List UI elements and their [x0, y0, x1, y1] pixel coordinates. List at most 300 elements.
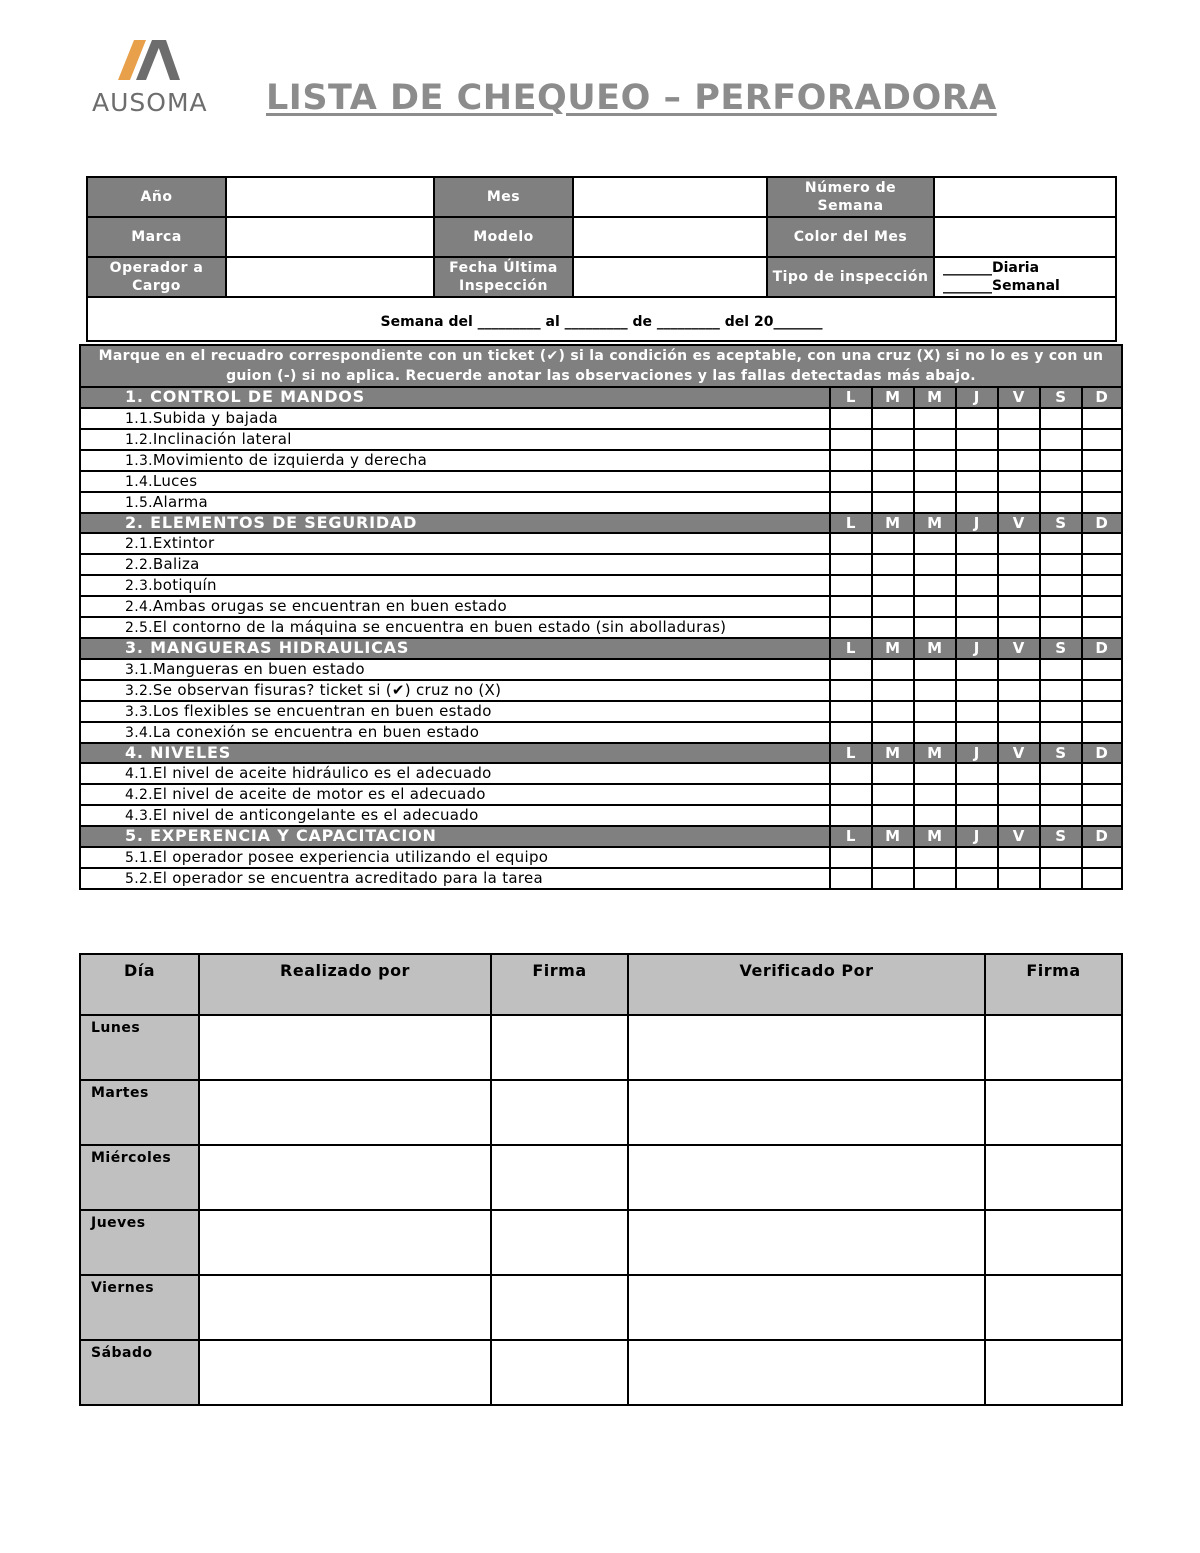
check-box[interactable] — [830, 554, 872, 575]
check-box[interactable] — [1040, 617, 1082, 638]
check-box[interactable] — [872, 533, 914, 554]
check-box[interactable] — [830, 805, 872, 826]
check-box[interactable] — [914, 805, 956, 826]
check-box[interactable] — [872, 784, 914, 805]
check-box[interactable] — [830, 596, 872, 617]
checklist-item — [80, 596, 830, 617]
item-number: 1.4. — [125, 473, 153, 490]
verificado-field[interactable] — [628, 1015, 985, 1080]
checklist-row — [80, 868, 1122, 889]
check-box[interactable] — [956, 554, 998, 575]
item-number: 1.1. — [125, 410, 153, 427]
check-box[interactable] — [1040, 701, 1082, 722]
option-diaria: _______Diaria — [943, 260, 1040, 276]
day-header: V — [998, 513, 1040, 534]
checklist-item — [80, 659, 830, 680]
sig-header-verificado: Verificado Por — [628, 954, 985, 1015]
section-title: 3. MANGUERAS HIDRAULICAS — [80, 638, 830, 659]
checklist-item — [80, 847, 830, 868]
check-box[interactable] — [956, 659, 998, 680]
day-header: M — [914, 743, 956, 764]
item-number: 2.1. — [125, 536, 153, 552]
item-text: Subida y bajada — [152, 408, 279, 427]
day-header: D — [1082, 387, 1122, 408]
check-box[interactable] — [1040, 659, 1082, 680]
checklist-item — [80, 763, 830, 784]
check-box[interactable] — [830, 784, 872, 805]
sig-header-firma: Firma — [491, 954, 628, 1015]
check-box[interactable] — [998, 617, 1040, 638]
signature-row — [80, 1145, 1122, 1210]
check-box[interactable] — [872, 847, 914, 868]
check-box[interactable] — [956, 847, 998, 868]
item-text: botiquín — [152, 576, 217, 594]
section-title: 1. CONTROL DE MANDOS — [80, 387, 830, 408]
check-box[interactable] — [956, 596, 998, 617]
check-box[interactable] — [872, 680, 914, 701]
check-box[interactable] — [998, 763, 1040, 784]
label-tipo-inspeccion: Tipo de inspección — [767, 257, 934, 297]
check-box[interactable] — [956, 471, 998, 492]
checklist-row — [80, 533, 1122, 554]
checklist-row — [80, 763, 1122, 784]
item-text: El operador posee experiencia utilizando el equipo — [152, 847, 549, 866]
section-title: 2. ELEMENTOS DE SEGURIDAD — [80, 513, 830, 534]
check-box[interactable] — [914, 596, 956, 617]
check-box[interactable] — [914, 471, 956, 492]
checklist-item — [80, 575, 830, 596]
item-number: 3.2. — [125, 682, 153, 699]
check-box[interactable] — [998, 554, 1040, 575]
day-header: D — [1082, 638, 1122, 659]
item-text: Movimiento de izquierda y derecha — [152, 450, 428, 469]
check-box[interactable] — [956, 492, 998, 513]
item-number: 5.2. — [125, 870, 153, 887]
checklist-row — [80, 492, 1122, 513]
day-header: M — [872, 638, 914, 659]
checklist-row — [80, 680, 1122, 701]
verificado-field[interactable] — [628, 1340, 985, 1405]
field-mes[interactable] — [573, 177, 767, 217]
check-box[interactable] — [998, 429, 1040, 450]
realizado-field[interactable] — [199, 1080, 491, 1145]
check-box[interactable] — [872, 763, 914, 784]
check-box[interactable] — [872, 659, 914, 680]
check-box[interactable] — [998, 847, 1040, 868]
day-header: J — [956, 387, 998, 408]
firma-field[interactable] — [491, 1340, 628, 1405]
check-box[interactable] — [1040, 596, 1082, 617]
firma-verificacion-field[interactable] — [985, 1015, 1122, 1080]
check-box[interactable] — [914, 763, 956, 784]
check-box[interactable] — [872, 429, 914, 450]
firma-verificacion-field[interactable] — [985, 1340, 1122, 1405]
check-box[interactable] — [872, 471, 914, 492]
check-box[interactable] — [1082, 680, 1122, 701]
instructions-text: Marque en el recuadro correspondiente con un ticket (✔) si la condición es aceptable, con una cruz (X) si no lo es y con un guion (-) si no aplica. Recuerde anotar las observaciones y las fallas detectadas más abajo. — [80, 345, 1122, 387]
firma-field[interactable] — [491, 1080, 628, 1145]
check-box[interactable] — [1082, 847, 1122, 868]
item-number: 1.5. — [125, 494, 153, 511]
check-box[interactable] — [872, 701, 914, 722]
page-title: LISTA DE CHEQUEO – PERFORADORA — [266, 78, 997, 118]
day-header: V — [998, 743, 1040, 764]
check-box[interactable] — [998, 408, 1040, 429]
check-box[interactable] — [830, 659, 872, 680]
check-box[interactable] — [872, 868, 914, 889]
check-box[interactable] — [914, 554, 956, 575]
check-box[interactable] — [956, 722, 998, 743]
check-box[interactable] — [956, 763, 998, 784]
verificado-field[interactable] — [628, 1210, 985, 1275]
check-box[interactable] — [998, 575, 1040, 596]
label-fecha-ultima: Fecha Última Inspección — [434, 257, 573, 297]
check-box[interactable] — [956, 680, 998, 701]
day-header: V — [998, 638, 1040, 659]
item-text: Baliza — [152, 555, 200, 573]
checklist-item — [80, 680, 830, 701]
verificado-field[interactable] — [628, 1275, 985, 1340]
check-box[interactable] — [1082, 450, 1122, 471]
check-box[interactable] — [914, 659, 956, 680]
item-text: El nivel de aceite de motor es el adecuado — [152, 785, 486, 803]
item-number: 2.4. — [125, 599, 153, 615]
check-box[interactable] — [998, 659, 1040, 680]
item-text: Inclinación lateral — [152, 429, 292, 448]
checklist-item — [80, 722, 830, 743]
check-box[interactable] — [914, 617, 956, 638]
day-header: V — [998, 826, 1040, 847]
day-header: D — [1082, 743, 1122, 764]
check-box[interactable] — [872, 554, 914, 575]
item-number: 3.4. — [125, 724, 153, 741]
check-box[interactable] — [914, 533, 956, 554]
item-text: Extintor — [152, 534, 215, 552]
checklist-row — [80, 722, 1122, 743]
sig-header-dia: Día — [80, 954, 199, 1015]
checklist-row — [80, 596, 1122, 617]
section-header — [80, 743, 1122, 764]
check-box[interactable] — [956, 617, 998, 638]
day-header: L — [830, 638, 872, 659]
check-box[interactable] — [830, 868, 872, 889]
check-box[interactable] — [914, 575, 956, 596]
day-header: M — [914, 387, 956, 408]
sig-header-firma-verificacion: Firma — [985, 954, 1122, 1015]
item-text: El nivel de aceite hidráulico es el adecuado — [152, 764, 492, 782]
signature-row — [80, 1210, 1122, 1275]
check-box[interactable] — [872, 575, 914, 596]
check-box[interactable] — [998, 596, 1040, 617]
check-box[interactable] — [914, 868, 956, 889]
field-fecha-ultima[interactable] — [573, 257, 767, 297]
check-box[interactable] — [956, 575, 998, 596]
check-box[interactable] — [1082, 575, 1122, 596]
check-box[interactable] — [998, 533, 1040, 554]
check-box[interactable] — [956, 868, 998, 889]
day-header: S — [1040, 387, 1082, 408]
checklist-row — [80, 659, 1122, 680]
check-box[interactable] — [914, 680, 956, 701]
check-box[interactable] — [1040, 492, 1082, 513]
check-box[interactable] — [1040, 429, 1082, 450]
checklist-row — [80, 617, 1122, 638]
check-box[interactable] — [1040, 554, 1082, 575]
verificado-field[interactable] — [628, 1145, 985, 1210]
checklist-item — [80, 533, 830, 554]
signature-day: Martes — [80, 1080, 199, 1145]
checklist-item — [80, 784, 830, 805]
check-box[interactable] — [872, 492, 914, 513]
check-box[interactable] — [830, 701, 872, 722]
week-range-line[interactable]: Semana del _________ al _________ de _________ del 20_______ — [87, 297, 1116, 341]
day-header: J — [956, 743, 998, 764]
day-header: M — [872, 513, 914, 534]
check-box[interactable] — [1082, 868, 1122, 889]
check-box[interactable] — [956, 533, 998, 554]
check-box[interactable] — [1040, 533, 1082, 554]
item-text: Mangueras en buen estado — [152, 659, 365, 678]
signature-table — [79, 953, 1123, 1406]
check-box[interactable] — [830, 680, 872, 701]
signature-row — [80, 1015, 1122, 1080]
check-box[interactable] — [872, 722, 914, 743]
label-mes: Mes — [434, 177, 573, 217]
day-header: M — [914, 638, 956, 659]
checklist-row — [80, 471, 1122, 492]
checklist-row — [80, 575, 1122, 596]
sig-header-realizado: Realizado por — [199, 954, 491, 1015]
day-header: M — [872, 743, 914, 764]
item-number: 3.3. — [125, 703, 153, 720]
firma-field[interactable] — [491, 1015, 628, 1080]
item-text: Alarma — [152, 492, 209, 511]
day-header: L — [830, 387, 872, 408]
check-box[interactable] — [956, 805, 998, 826]
check-box[interactable] — [914, 429, 956, 450]
signature-day: Miércoles — [80, 1145, 199, 1210]
check-box[interactable] — [1040, 575, 1082, 596]
check-box[interactable] — [998, 722, 1040, 743]
check-box[interactable] — [914, 492, 956, 513]
check-box[interactable] — [998, 450, 1040, 471]
section-header — [80, 638, 1122, 659]
check-box[interactable] — [1082, 471, 1122, 492]
day-header: M — [872, 387, 914, 408]
field-operador[interactable] — [226, 257, 434, 297]
check-box[interactable] — [1040, 868, 1082, 889]
day-header: M — [914, 826, 956, 847]
check-box[interactable] — [1040, 805, 1082, 826]
check-box[interactable] — [1040, 722, 1082, 743]
check-box[interactable] — [830, 471, 872, 492]
field-tipo-inspeccion[interactable] — [934, 257, 1116, 297]
label-color-mes: Color del Mes — [767, 217, 934, 257]
checklist-row — [80, 554, 1122, 575]
check-box[interactable] — [956, 450, 998, 471]
check-box[interactable] — [1040, 784, 1082, 805]
checklist-row — [80, 429, 1122, 450]
check-box[interactable] — [956, 701, 998, 722]
realizado-field[interactable] — [199, 1275, 491, 1340]
check-box[interactable] — [830, 617, 872, 638]
checklist-item — [80, 450, 830, 471]
info-table — [86, 176, 1117, 342]
section-title: 5. EXPERENCIA Y CAPACITACION — [80, 826, 830, 847]
realizado-field[interactable] — [199, 1015, 491, 1080]
firma-field[interactable] — [491, 1275, 628, 1340]
check-box[interactable] — [1040, 471, 1082, 492]
check-box[interactable] — [914, 784, 956, 805]
check-box[interactable] — [872, 617, 914, 638]
logo-text: AUSOMA — [92, 88, 208, 117]
field-color-mes[interactable] — [934, 217, 1116, 257]
verificado-field[interactable] — [628, 1080, 985, 1145]
firma-field[interactable] — [491, 1210, 628, 1275]
check-box[interactable] — [830, 847, 872, 868]
checklist-item — [80, 701, 830, 722]
check-box[interactable] — [1082, 784, 1122, 805]
field-anio[interactable] — [226, 177, 434, 217]
day-header: D — [1082, 826, 1122, 847]
check-box[interactable] — [914, 450, 956, 471]
checklist-item — [80, 492, 830, 513]
checklist-row — [80, 701, 1122, 722]
item-number: 4.1. — [125, 766, 153, 782]
item-number: 4.2. — [125, 787, 153, 803]
day-header: S — [1040, 638, 1082, 659]
check-box[interactable] — [1082, 429, 1122, 450]
check-box[interactable] — [1082, 805, 1122, 826]
check-box[interactable] — [830, 408, 872, 429]
day-header: S — [1040, 513, 1082, 534]
check-box[interactable] — [1040, 847, 1082, 868]
check-box[interactable] — [1040, 408, 1082, 429]
realizado-field[interactable] — [199, 1145, 491, 1210]
field-modelo[interactable] — [573, 217, 767, 257]
check-box[interactable] — [830, 722, 872, 743]
checklist-item — [80, 554, 830, 575]
check-box[interactable] — [830, 575, 872, 596]
item-text: Los flexibles se encuentran en buen estado — [152, 701, 492, 720]
day-header: S — [1040, 826, 1082, 847]
checklist-row — [80, 847, 1122, 868]
check-box[interactable] — [1040, 450, 1082, 471]
company-logo — [86, 36, 216, 120]
section-header — [80, 387, 1122, 408]
check-box[interactable] — [1040, 680, 1082, 701]
check-box[interactable] — [914, 722, 956, 743]
check-box[interactable] — [830, 763, 872, 784]
check-box[interactable] — [956, 784, 998, 805]
item-text: Se observan fisuras? ticket si (✔) cruz no (X) — [152, 680, 502, 699]
check-box[interactable] — [872, 596, 914, 617]
day-header: V — [998, 387, 1040, 408]
check-box[interactable] — [1082, 659, 1122, 680]
check-box[interactable] — [998, 492, 1040, 513]
check-box[interactable] — [914, 847, 956, 868]
firma-verificacion-field[interactable] — [985, 1210, 1122, 1275]
field-marca[interactable] — [226, 217, 434, 257]
field-numero-semana[interactable] — [934, 177, 1116, 217]
day-header: D — [1082, 513, 1122, 534]
check-box[interactable] — [830, 492, 872, 513]
check-box[interactable] — [1082, 722, 1122, 743]
check-box[interactable] — [1082, 617, 1122, 638]
day-header: L — [830, 743, 872, 764]
firma-verificacion-field[interactable] — [985, 1080, 1122, 1145]
checklist-row — [80, 784, 1122, 805]
checklist-item — [80, 805, 830, 826]
check-box[interactable] — [998, 471, 1040, 492]
checklist-row — [80, 805, 1122, 826]
check-box[interactable] — [830, 429, 872, 450]
section-title: 4. NIVELES — [80, 743, 830, 764]
signature-row — [80, 1340, 1122, 1405]
check-box[interactable] — [830, 533, 872, 554]
item-number: 3.1. — [125, 661, 153, 678]
signature-row — [80, 1080, 1122, 1145]
check-box[interactable] — [1040, 763, 1082, 784]
item-text: Ambas orugas se encuentran en buen estado — [152, 597, 507, 615]
check-box[interactable] — [914, 701, 956, 722]
item-number: 1.2. — [125, 431, 153, 448]
checklist-row — [80, 408, 1122, 429]
check-box[interactable] — [1082, 554, 1122, 575]
check-box[interactable] — [1082, 701, 1122, 722]
check-box[interactable] — [872, 450, 914, 471]
item-number: 2.3. — [125, 578, 153, 594]
check-box[interactable] — [998, 784, 1040, 805]
check-box[interactable] — [998, 701, 1040, 722]
realizado-field[interactable] — [199, 1340, 491, 1405]
check-box[interactable] — [1082, 763, 1122, 784]
check-box[interactable] — [1082, 596, 1122, 617]
checklist-table — [79, 344, 1123, 890]
checklist-item — [80, 408, 830, 429]
firma-verificacion-field[interactable] — [985, 1275, 1122, 1340]
item-number: 4.3. — [125, 808, 153, 824]
check-box[interactable] — [998, 868, 1040, 889]
signature-day: Jueves — [80, 1210, 199, 1275]
label-numero-semana: Número de Semana — [767, 177, 934, 217]
check-box[interactable] — [830, 450, 872, 471]
check-box[interactable] — [1082, 533, 1122, 554]
check-box[interactable] — [914, 408, 956, 429]
firma-verificacion-field[interactable] — [985, 1145, 1122, 1210]
item-text: El nivel de anticongelante es el adecuado — [152, 806, 479, 824]
check-box[interactable] — [1082, 492, 1122, 513]
day-header: J — [956, 638, 998, 659]
item-text: El contorno de la máquina se encuentra en buen estado (sin abolladuras) — [152, 618, 727, 636]
check-box[interactable] — [956, 429, 998, 450]
item-text: El operador se encuentra acreditado para la tarea — [152, 868, 544, 887]
checklist-item — [80, 429, 830, 450]
check-box[interactable] — [998, 680, 1040, 701]
check-box[interactable] — [872, 408, 914, 429]
check-box[interactable] — [956, 408, 998, 429]
check-box[interactable] — [872, 805, 914, 826]
label-modelo: Modelo — [434, 217, 573, 257]
section-header — [80, 826, 1122, 847]
checklist-row — [80, 450, 1122, 471]
signature-day: Sábado — [80, 1340, 199, 1405]
check-box[interactable] — [998, 805, 1040, 826]
firma-field[interactable] — [491, 1145, 628, 1210]
check-box[interactable] — [1082, 408, 1122, 429]
realizado-field[interactable] — [199, 1210, 491, 1275]
item-number: 2.2. — [125, 557, 153, 573]
